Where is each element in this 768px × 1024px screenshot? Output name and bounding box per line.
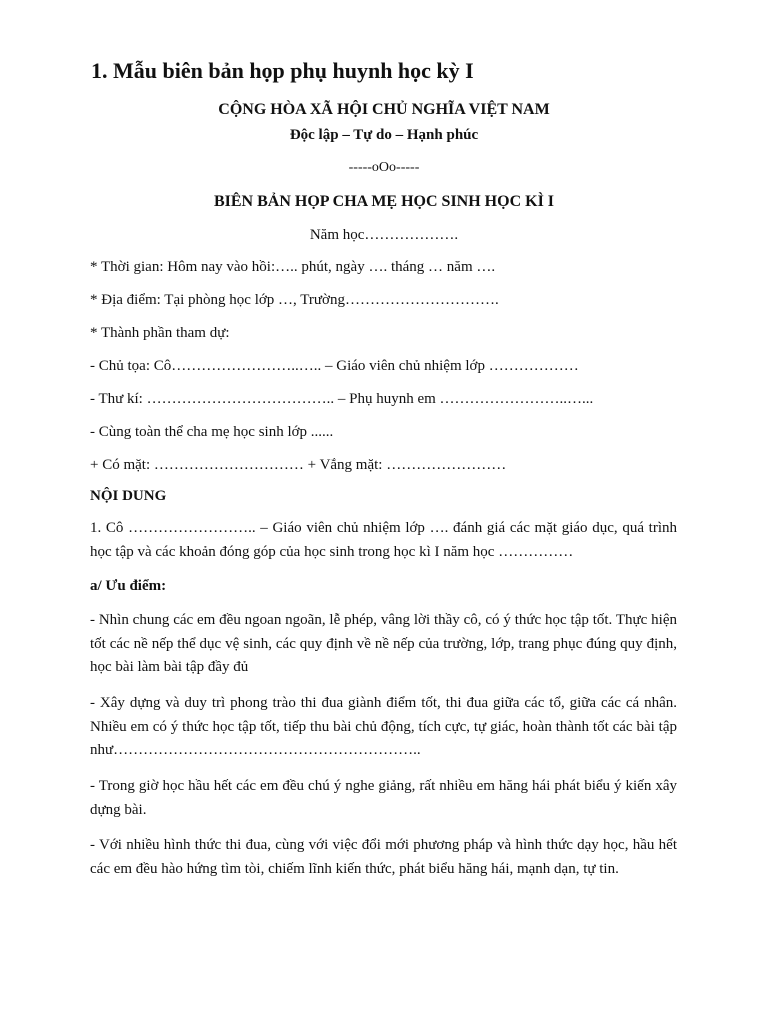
strength-bullet-2: - Xây dựng và duy trì phong trào thi đua giành điểm tốt, thi đua giữa các tổ, giữa các cá nhân. Nhiều em có ý thức học tập tốt, tiếp thu bài chủ động, tích cực, tự giác, hoàn thành tốt các bài tập như…………………………………………………….. (90, 695, 677, 758)
strength-bullet-3: - Trong giờ học hầu hết các em đều chú ý nghe giảng, rất nhiều em hăng hái phát biểu ý kiến xây dựng bài. (90, 778, 677, 818)
school-year: Năm học………………. (309, 227, 459, 243)
separator: -----oOo----- (348, 160, 420, 175)
strengths-heading: a/ Ưu điểm: (90, 578, 167, 594)
nation-title: CỘNG HÒA XÃ HỘI CHỦ NGHĨA VIỆT NAM (218, 101, 550, 118)
content-heading: NỘI DUNG (90, 488, 167, 504)
presence-line: + Có mặt: ………………………… + Vắng mặt: …………………… (90, 457, 507, 473)
secretary-line: - Thư kí: ……………………………….. – Phụ huynh em ……………………..…... (90, 391, 594, 407)
time-line: * Thời gian: Hôm nay vào hồi:….. phút, ngày …. tháng … năm …. (90, 259, 496, 275)
document-title: BIÊN BẢN HỌP CHA MẸ HỌC SINH HỌC KÌ I (213, 193, 555, 210)
strength-bullet-1: - Nhìn chung các em đều ngoan ngoãn, lễ phép, vâng lời thầy cô, có ý thức học tập tốt. Thực hiện tốt các nề nếp thể dục vệ sinh, các quy định về nề nếp của trường, lớp, trang phục đúng quy định, học bài làm bài tập đầy đủ (90, 612, 677, 675)
parents-line: - Cùng toàn thể cha mẹ học sinh lớp ...... (90, 424, 334, 440)
attendees-label: * Thành phần tham dự: (90, 325, 230, 341)
place-line: * Địa điểm: Tại phòng học lớp …, Trường…………………………. (90, 292, 499, 308)
motto: Độc lập – Tự do – Hạnh phúc (289, 127, 479, 143)
section-heading: 1. Mẫu biên bản họp phụ huynh học kỳ I (91, 58, 474, 83)
strength-bullet-4: - Với nhiều hình thức thi đua, cùng với việc đổi mới phương pháp và hình thức dạy học, hầu hết các em đều hào hứng tìm tòi, chiếm lĩnh kiến thức, phát biểu hăng hái, mạnh dạn, tự tin. (90, 837, 677, 877)
chair-line: - Chủ tọa: Cô……………………..….. – Giáo viên chủ nhiệm lớp ……………… (90, 358, 579, 374)
item-1-paragraph: 1. Cô …………………….. – Giáo viên chủ nhiệm lớp …. đánh giá các mặt giáo dục, quá trình học tập và các khoản đóng góp của học sinh trong học kì I năm học …………… (90, 520, 677, 560)
